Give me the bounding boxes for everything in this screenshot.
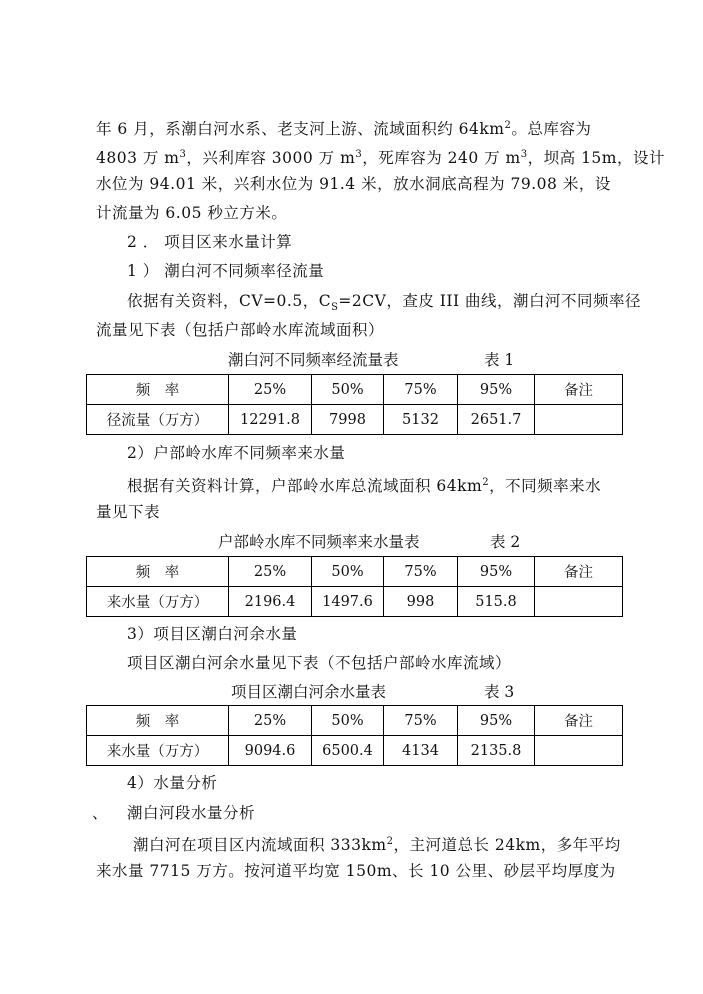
table-cell: 5132: [384, 405, 458, 435]
paragraph-line: 项目区潮白河余水量见下表（不包括户部岭水库流域）: [127, 654, 512, 672]
text: 。总库容为: [511, 120, 592, 139]
table-header-row: [87, 706, 623, 736]
header-cell: 频 率: [87, 375, 229, 405]
superscript: 3: [179, 149, 187, 160]
text: 4803 万 m: [96, 149, 180, 168]
table-cell: [535, 587, 623, 617]
paragraph-line: 流量见下表（包括户部岭水库流域面积）: [96, 321, 385, 339]
row-label: 来水量（万方）: [87, 736, 229, 766]
row-label: 来水量（万方）: [87, 587, 229, 617]
paragraph-line: 量见下表: [96, 503, 161, 521]
table-cell: 515.8: [458, 587, 535, 617]
header-cell: 50%: [312, 706, 384, 736]
table-cell: 4134: [384, 736, 458, 766]
table-cell: 6500.4: [312, 736, 384, 766]
table-cell: [535, 736, 623, 766]
table-header-row: [87, 557, 623, 587]
table-number: 表 1: [484, 351, 515, 369]
text: ，不同频率来水: [489, 477, 602, 496]
header-cell: 75%: [384, 557, 458, 587]
table-cell: 2135.8: [458, 736, 535, 766]
table-row: [87, 405, 623, 435]
text: 年 6 月，系潮白河水系、老支河上游、流域面积约 64km: [96, 120, 505, 139]
header-cell: 95%: [458, 375, 535, 405]
header-cell: 备注: [535, 375, 623, 405]
paragraph-line: 计流量为 6.05 秒立方米。: [96, 204, 288, 222]
table-number: 表 2: [490, 533, 521, 551]
text: 依据有关资料，CV=0.5，C: [127, 292, 332, 310]
row-label: 径流量（万方）: [87, 405, 229, 435]
paragraph-line: 水位为 94.01 米，兴利水位为 91.4 米，放水洞底高程为 79.08 米，设: [96, 175, 611, 193]
table-cell: 2196.4: [229, 587, 312, 617]
header-cell: 备注: [535, 706, 623, 736]
superscript: 2: [482, 477, 490, 488]
subscript: S: [331, 302, 339, 314]
table-1: [86, 374, 623, 435]
text: ，兴利库容 3000 万 m: [186, 149, 356, 168]
table-cell: 7998: [312, 405, 384, 435]
table-cell: [535, 405, 623, 435]
table-cell: 998: [384, 587, 458, 617]
bullet-item-text: 潮白河段水量分析: [127, 804, 256, 822]
superscript: 2: [386, 836, 394, 847]
header-cell: 75%: [384, 375, 458, 405]
text: 潮白河在项目区内流域面积 333km: [133, 836, 387, 855]
paragraph-line: [127, 469, 647, 497]
subsection-heading: 2）户部岭水库不同频率来水量: [127, 444, 346, 462]
table-caption: 户部岭水库不同频率来水量表: [218, 533, 420, 551]
table-caption: 项目区潮白河余水量表: [231, 683, 387, 701]
header-cell: 备注: [535, 557, 623, 587]
paragraph-line: [133, 828, 653, 856]
header-cell: 25%: [229, 706, 312, 736]
header-cell: 50%: [312, 375, 384, 405]
paragraph-line: [127, 287, 647, 315]
header-cell: 50%: [312, 557, 384, 587]
header-cell: 95%: [458, 557, 535, 587]
subsection-heading: 3）项目区潮白河余水量: [127, 625, 298, 643]
subsection-heading: 1 ） 潮白河不同频率径流量: [127, 262, 325, 280]
bullet-marker: 、: [92, 804, 109, 822]
section-heading: 2 ． 项目区来水量计算: [127, 233, 293, 251]
superscript: 3: [355, 149, 363, 160]
table-caption: 潮白河不同频率经流量表: [228, 351, 399, 369]
subsection-heading: 4）水量分析: [127, 774, 218, 792]
text: ，死库容为 240 万 m: [362, 149, 521, 168]
table-number: 表 3: [484, 683, 515, 701]
table-2: [86, 556, 623, 617]
text: ，主河道总长 24km，多年平均: [393, 836, 621, 855]
header-cell: 25%: [229, 557, 312, 587]
text: =2CV，查皮 III 曲线，潮白河不同频率径: [338, 292, 642, 310]
header-cell: 25%: [229, 375, 312, 405]
header-cell: 频 率: [87, 557, 229, 587]
table-row: [87, 736, 623, 766]
table-row: [87, 587, 623, 617]
header-cell: 频 率: [87, 706, 229, 736]
header-cell: 95%: [458, 706, 535, 736]
table-header-row: [87, 375, 623, 405]
table-cell: 12291.8: [229, 405, 312, 435]
table-cell: 1497.6: [312, 587, 384, 617]
paragraph-line: 来水量 7715 万方。按河道平均宽 150m、长 10 公里、砂层平均厚度为: [96, 862, 616, 880]
superscript: 2: [504, 120, 512, 131]
paragraph-line: [96, 141, 665, 169]
text: ，坝高 15m，设计: [527, 149, 665, 168]
table-3: [86, 705, 623, 766]
table-cell: 2651.7: [458, 405, 535, 435]
paragraph-line: [96, 112, 616, 140]
table-cell: 9094.6: [229, 736, 312, 766]
superscript: 3: [520, 149, 528, 160]
header-cell: 75%: [384, 706, 458, 736]
text: 根据有关资料计算，户部岭水库总流域面积 64km: [127, 477, 483, 496]
